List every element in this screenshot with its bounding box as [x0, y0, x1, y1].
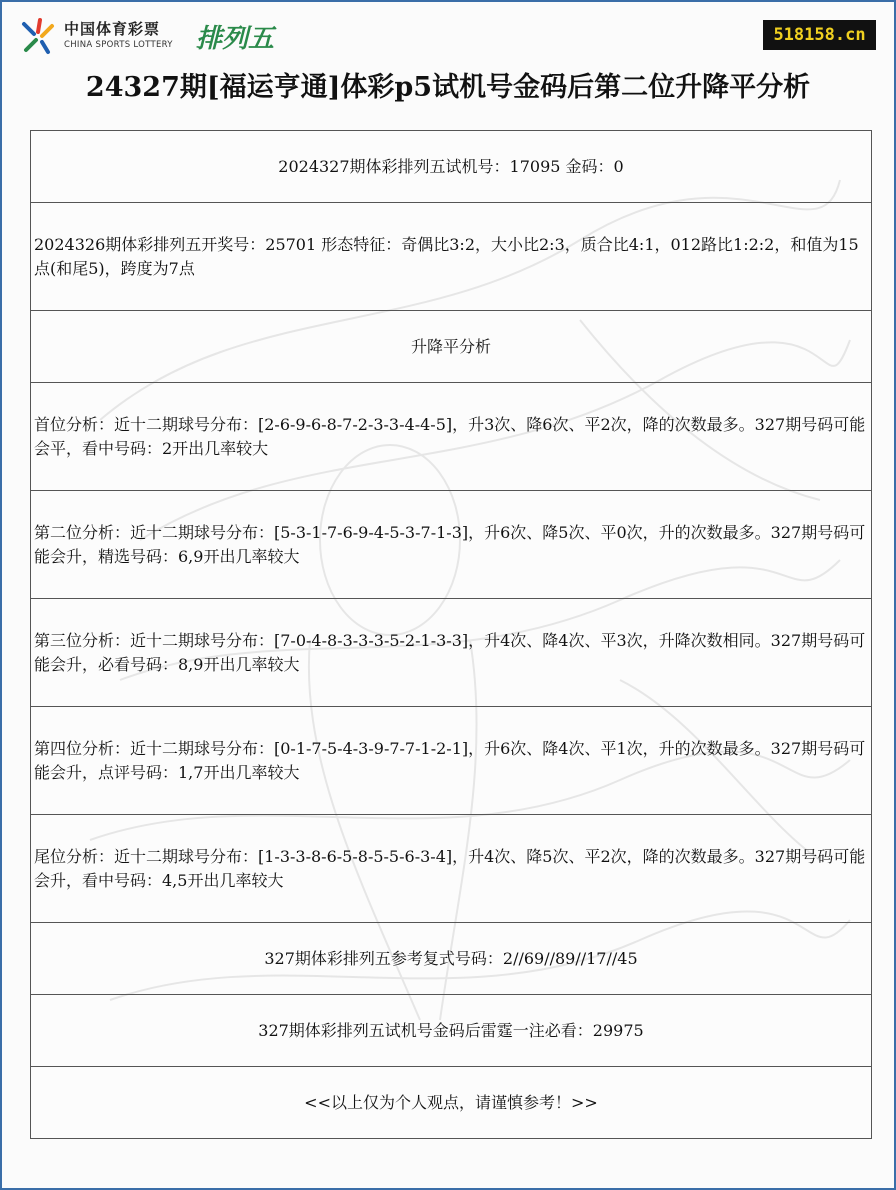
site-link-badge[interactable]: 518158.cn: [763, 20, 876, 50]
page-title: 24327期[福运亨通]体彩p5试机号金码后第二位升降平分析: [85, 72, 811, 103]
compound-number-row: [31, 923, 871, 995]
fourth-position-text: 第四位分析：近十二期球号分布：[0-1-7-5-4-3-9-7-7-1-2-1]，升6次、降4次、平1次，升的次数最多。327期号码可能会升，点评号码：1,7开出几率较大: [34, 738, 866, 782]
first-position-text: 首位分析：近十二期球号分布：[2-6-9-6-8-7-2-3-3-4-4-5]，升3次、降6次、平2次，降的次数最多。327期号码可能会平，看中号码：2开出几率较大: [34, 414, 866, 458]
test-number-text: 2024327期体彩排列五试机号：17095 金码：0: [278, 156, 624, 176]
test-number-row: [31, 131, 871, 203]
single-bet-text: 327期体彩排列五试机号金码后雷霆一注必看：29975: [258, 1020, 644, 1040]
fourth-position-row: [31, 707, 871, 815]
logo-brand-text: 排列五: [196, 24, 275, 54]
disclaimer-text: <<以上仅为个人观点，请谨慎参考！>>: [304, 1092, 598, 1112]
last-position-row: [31, 815, 871, 923]
second-position-row: [31, 491, 871, 599]
last-position-text: 尾位分析：近十二期球号分布：[1-3-3-8-6-5-8-5-5-6-3-4]，升4次、降5次、平2次，降的次数最多。327期号码可能会升，看中号码：4,5开出几率较大: [34, 846, 866, 890]
previous-draw-text: 2024326期体彩排列五开奖号：25701 形态特征：奇偶比3:2，大小比2:3，质合比4:1，012路比1:2:2，和值为15点(和尾5)，跨度为7点: [34, 234, 859, 278]
lottery-star-icon: [18, 16, 58, 56]
lottery-logo: [18, 14, 278, 58]
previous-draw-row: [31, 203, 871, 311]
first-position-row: [31, 383, 871, 491]
compound-number-text: 327期体彩排列五参考复式号码：2//69//89//17//45: [264, 948, 638, 968]
third-position-row: [31, 599, 871, 707]
analysis-table: [30, 130, 872, 1139]
section-heading-row: [31, 311, 871, 383]
logo-chinese-text: 中国体育彩票: [64, 20, 161, 38]
single-bet-row: [31, 995, 871, 1067]
logo-english-text: CHINA SPORTS LOTTERY: [64, 40, 173, 50]
disclaimer-row: [31, 1067, 871, 1139]
second-position-text: 第二位分析：近十二期球号分布：[5-3-1-7-6-9-4-5-3-7-1-3]，升6次、降5次、平0次，升的次数最多。327期号码可能会升，精选号码：6,9开出几率较大: [34, 522, 866, 566]
section-heading-text: 升降平分析: [410, 336, 491, 356]
page-header: [0, 0, 896, 130]
third-position-text: 第三位分析：近十二期球号分布：[7-0-4-8-3-3-3-5-2-1-3-3]，升4次、降4次、平3次，升降次数相同。327期号码可能会升，必看号码：8,9开出几率较大: [34, 630, 866, 674]
